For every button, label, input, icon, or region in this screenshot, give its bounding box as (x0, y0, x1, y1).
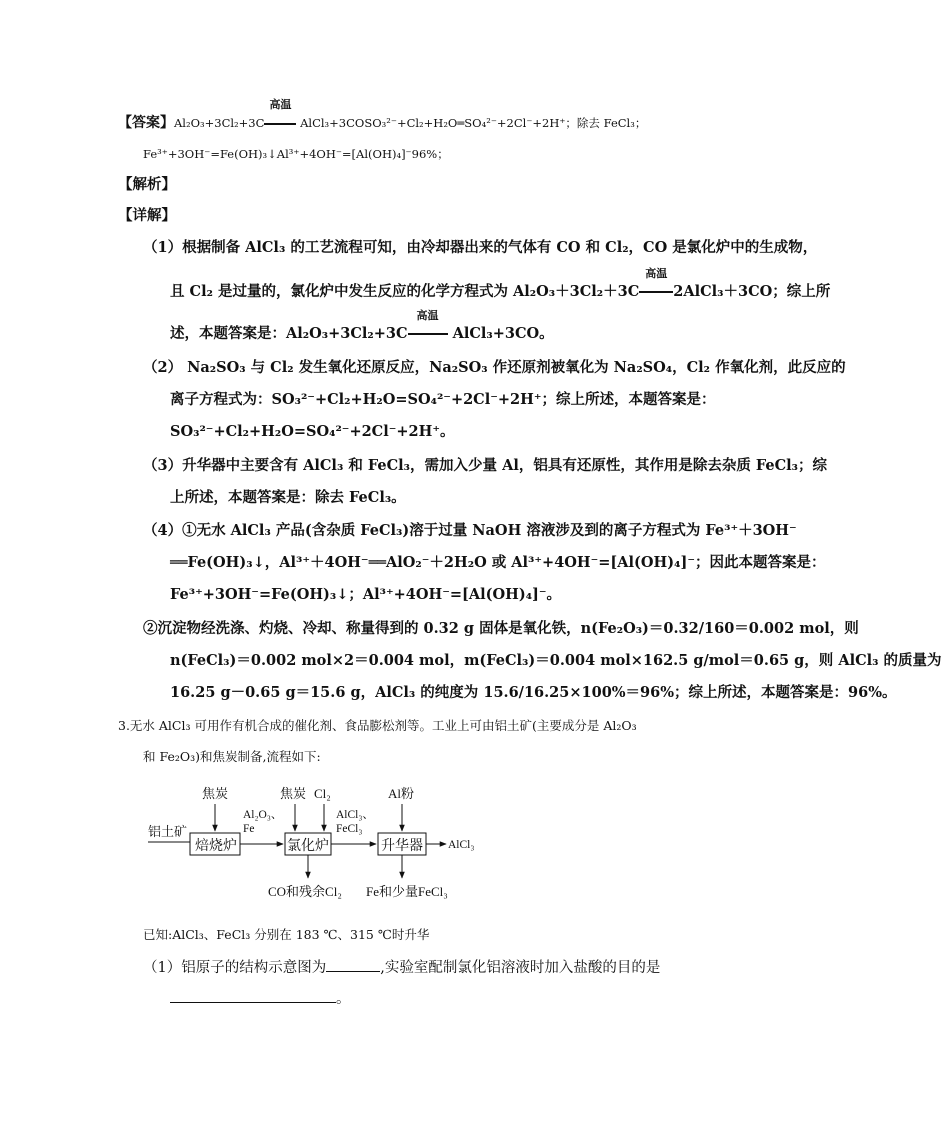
p2-line-3: SO₃²⁻+Cl₂+H₂O=SO₄²⁻+2Cl⁻+2H⁺。 (170, 423, 455, 440)
answer-eq-rest: AlCl₃+3COSO₃²⁻+Cl₂+H₂O═SO₄²⁻+2Cl⁻+2H⁺；除去 FeCl₃； (300, 116, 647, 130)
raw-material-label: 铝土矿 (148, 824, 188, 839)
answer-eq1-left: Al₂O₃+3Cl₂+3C (174, 116, 265, 130)
answer-line-2: Fe³⁺+3OH⁻=Fe(OH)₃↓Al³⁺+4OH⁻=[Al(OH)₄]⁻96%； (143, 147, 449, 161)
sub-question-1: （1）铝原子的结构示意图为 ,实验室配制氯化铝溶液时加入盐酸的目的是 (143, 957, 660, 978)
answer-blank-1[interactable] (326, 957, 380, 972)
p2-line-2: 离子方程式为：SO₃²⁻+Cl₂+H₂O=SO₄²⁻+2Cl⁻+2H⁺；综上所述，本题答案是： (170, 391, 716, 408)
edge-2-label-b: FeCl₃ (336, 823, 363, 835)
answer-label: 【答案】 (118, 115, 174, 131)
sublimator-label: 升华器 (381, 839, 423, 854)
high-temp-condition: 高温 (639, 282, 673, 302)
known-conditions: 已知:AlCl₃、FeCl₃ 分别在 183 ℃、315 ℃时升华 (143, 927, 430, 942)
detail-label: 【详解】 (118, 207, 176, 224)
sublimator-output: Fe和少量FeCl₃ (366, 884, 448, 899)
edge-1-label-a: Al₂O₃、 (243, 809, 283, 821)
p1-line-1: （1）根据制备 AlCl₃ 的工艺流程可知，由冷却器出来的气体有 CO 和 Cl₂，CO 是氯化炉中的生成物， (143, 239, 818, 256)
high-temp-condition: 高温 (408, 324, 448, 344)
question-3-line-1: 3.无水 AlCl₃ 可用作有机合成的催化剂、食品膨松剂等。工业上可由铝土矿(主要成分是 Al₂O₃ (118, 718, 637, 733)
p4-line-3: Fe³⁺+3OH⁻=Fe(OH)₃↓；Al³⁺+4OH⁻=[Al(OH)₄]⁻。 (170, 586, 562, 603)
p4-line-5: n(FeCl₃)＝0.002 mol×2＝0.004 mol，m(FeCl₃)＝0.004 mol×162.5 g/mol＝0.65 g，则 AlCl₃ 的质量为 (170, 652, 942, 669)
al-powder-input: Al粉 (388, 786, 415, 801)
process-flow-diagram (140, 778, 500, 908)
coke-input-2: 焦炭 (280, 786, 307, 801)
p3-line-2: 上所述，本题答案是：除去 FeCl₃。 (170, 489, 406, 506)
sub-question-1-cont: 。 (170, 988, 351, 1009)
question-3-line-2: 和 Fe₂O₃)和焦炭制备,流程如下: (143, 749, 321, 764)
p4-line-1: （4）①无水 AlCl₃ 产品(含杂质 FeCl₃)溶于过量 NaOH 溶液涉及到的离子方程式为 Fe³⁺＋3OH⁻ (143, 522, 797, 539)
chlorination-output: CO和残余Cl₂ (268, 884, 342, 899)
p1-line-2: 且 Cl₂ 是过量的，氯化炉中发生反应的化学方程式为 Al₂O₃＋3Cl₂＋3C 高温 2AlCl₃＋3CO；综上所 (170, 267, 831, 300)
p1-line-3: 述，本题答案是：Al₂O₃+3Cl₂+3C 高温 AlCl₃+3CO。 (170, 309, 554, 342)
p4-line-6: 16.25 g－0.65 g＝15.6 g，AlCl₃ 的纯度为 15.6/16.25×100%＝96%；综上所述，本题答案是：96%。 (170, 684, 897, 701)
edge-1-label-b: Fe (243, 823, 255, 835)
high-temp-condition: 高温 (264, 113, 296, 133)
p3-line-1: （3）升华器中主要含有 AlCl₃ 和 FeCl₃，需加入少量 Al，铝具有还原性，其作用是除去杂质 FeCl₃；综 (143, 457, 827, 474)
coke-input-1: 焦炭 (202, 786, 229, 801)
answer-line-1 (118, 98, 647, 133)
p2-line-1: （2） Na₂SO₃ 与 Cl₂ 发生氧化还原反应，Na₂SO₃ 作还原剂被氧化为 Na₂SO₄，Cl₂ 作氧化剂，此反应的 (143, 359, 846, 376)
roaster-label: 焙烧炉 (195, 839, 237, 854)
analysis-label: 【解析】 (118, 176, 176, 193)
chlorine-input: Cl₂ (314, 786, 331, 801)
chlorination-label: 氯化炉 (287, 839, 329, 854)
edge-2-label-a: AlCl₃、 (336, 809, 374, 821)
p4-line-4: ②沉淀物经洗涤、灼烧、冷却、称量得到的 0.32 g 固体是氧化铁，n(Fe₂O₃)＝0.32/160＝0.002 mol，则 (143, 620, 859, 637)
p4-line-2: ══Fe(OH)₃↓，Al³⁺＋4OH⁻══AlO₂⁻＋2H₂O 或 Al³⁺+4OH⁻=[Al(OH)₄]⁻；因此本题答案是： (170, 554, 826, 571)
product-label: AlCl₃ (448, 839, 475, 851)
answer-blank-2[interactable] (170, 988, 336, 1003)
